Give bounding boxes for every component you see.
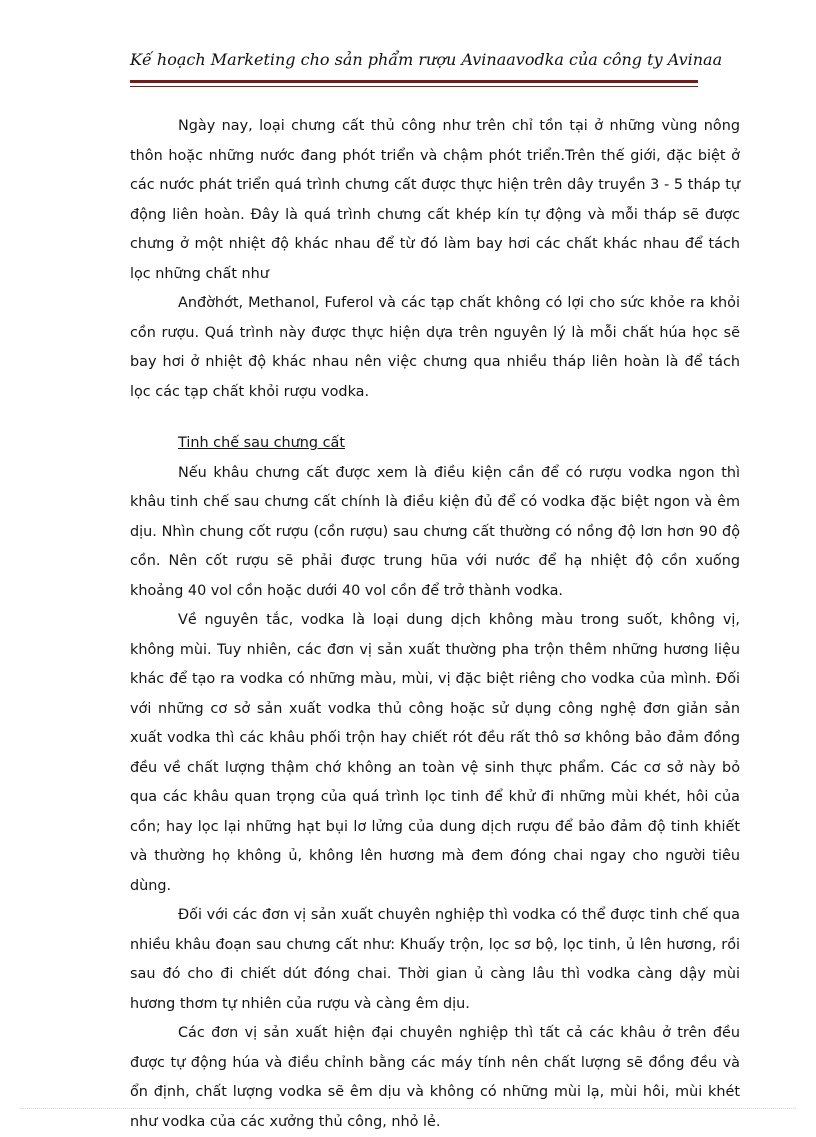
- paragraph-3: Nếu khâu chưng cất được xem là điều kiện cần để có rượu vodka ngon thì khâu tinh chế sau chưng cất chính là điều kiện đủ để có vodka đặc biệt ngon và êm dịu. Nhìn chung cốt rượu (cồn rượu) sau chưng cất thường có nồng độ lơn hơn 90 độ cồn. Nên cốt rượu sẽ phải được trung hũa với nước để hạ nhiệt độ cồn xuống khoảng 40 vol cồn hoặc dưới 40 vol cồn để trở thành vodka.: [130, 464, 740, 599]
- paragraph-1: Ngày nay, loại chưng cất thủ công như trên chỉ tồn tại ở những vùng nông thôn hoặc những nước đang phót triển và chậm phót triển.Trên thế giới, đặc biệt ở các nước phát triển quá trình chưng cất được thực hiện trên dây truyền 3 - 5 tháp tự động liên hoàn. Đây là quá trình chưng cất khép kín tự động và mỗi tháp sẽ được chưng ở một nhiệt độ khác nhau để từ đó làm bay hơi các chất khác nhau để tách lọc những chất như: [130, 118, 740, 282]
- document-body: [130, 112, 740, 1137]
- section-heading: Tinh chế sau chưng cất: [178, 435, 345, 451]
- paragraph-spacer: [130, 407, 740, 429]
- paragraph-6: Các đơn vị sản xuất hiện đại chuyên nghiệp thì tất cả các khâu ở trên đều được tự động húa và điều chỉnh bằng các máy tính nên chất lượng sẽ đồng đều và ổn định, chất lượng vodka sẽ êm dịu và không có những mùi lạ, mùi hôi, mùi khét như vodka của các xưởng thủ công, nhỏ lẻ.: [130, 1025, 740, 1130]
- footer-dotted-line: [20, 1108, 796, 1109]
- header-rule-thick: [130, 80, 698, 83]
- paragraph-5: Đối với các đơn vị sản xuất chuyên nghiệp thì vodka có thể được tinh chế qua nhiều khâu đoạn sau chưng cất như: Khuấy trộn, lọc sơ bộ, lọc tinh, ủ lên hương, rồi sau đó cho đi chiết dút đóng chai. Thời gian ủ càng lâu thì vodka càng dậy mùi hương thơm tự nhiên của rượu và càng êm dịu.: [130, 907, 740, 1012]
- header-rule-thin: [130, 86, 698, 87]
- paragraph-2: Anđờhớt, Methanol, Fuferol và các tạp chất không có lợi cho sức khỏe ra khỏi cồn rượu. Quá trình này được thực hiện dựa trên nguyên lý là mỗi chất húa học sẽ bay hơi ở nhiệt độ khác nhau nên việc chưng qua nhiều tháp liên hoàn là để tách lọc các tạp chất khỏi rượu vodka.: [130, 295, 740, 400]
- paragraph-4: Về nguyên tắc, vodka là loại dung dịch không màu trong suốt, không vị, không mùi. Tuy nhiên, các đơn vị sản xuất thường pha trộn thêm những hương liệu khác để tạo ra vodka có những màu, mùi, vị đặc biệt riêng cho vodka của mình. Đối với những cơ sở sản xuất vodka thủ công hoặc sử dụng công nghệ đơn giản sản xuất vodka thì các khâu phối trộn hay chiết rót đều rất thô sơ không bảo đảm đồng đều về chất lượng thậm chớ không an toàn vệ sinh thực phẩm. Các cơ sở này bỏ qua các khâu quan trọng của quá trình lọc tinh để khử đi những mùi khét, hôi của cồn; hay lọc lại những hạt bụi lơ lửng của dung dịch rượu để bảo đảm độ tinh khiết và thường họ không ủ, không lên hương mà đem đóng chai ngay cho người tiêu dùng.: [130, 612, 740, 894]
- page-header-title: Kế hoạch Marketing cho sản phẩm rượu Avinaavodka của công ty Avinaa: [130, 50, 723, 69]
